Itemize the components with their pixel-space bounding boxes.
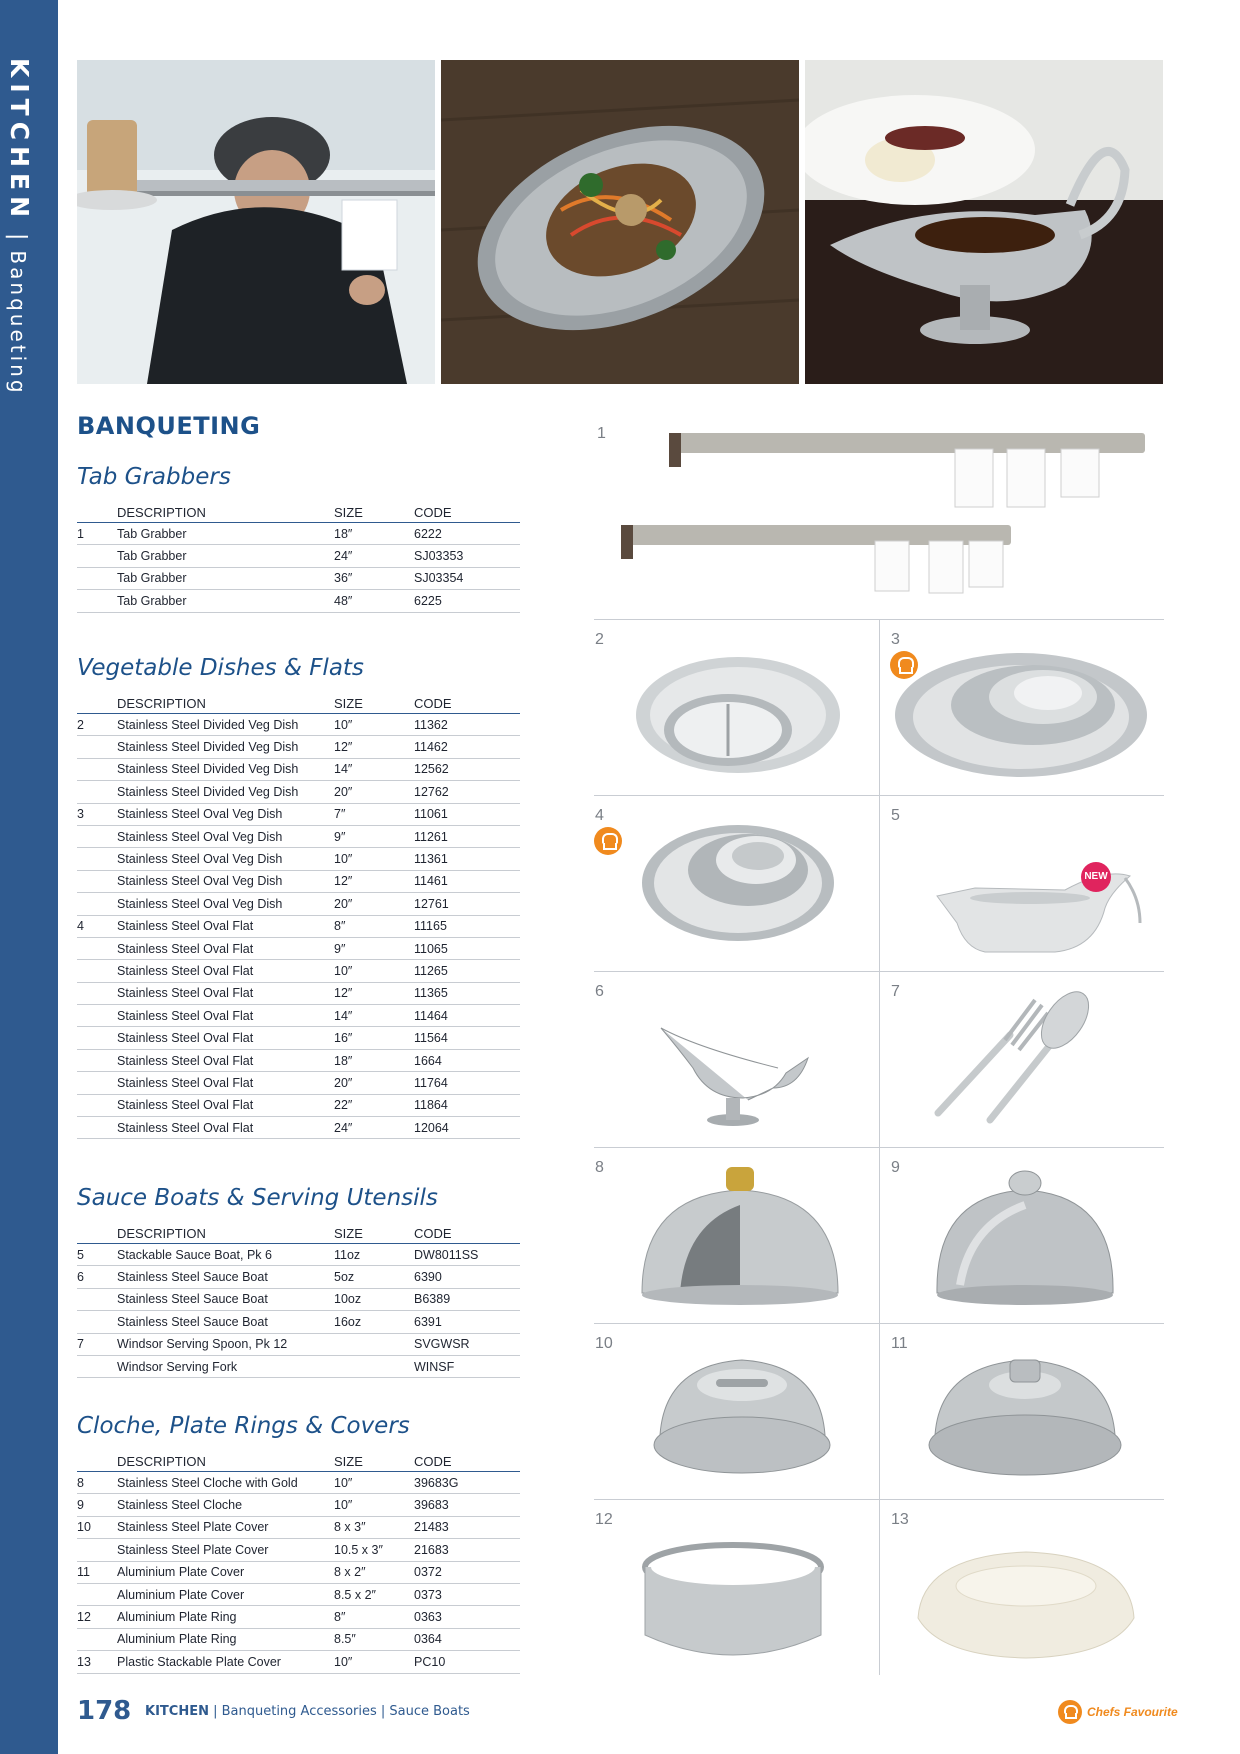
item-size: 24″ (334, 1117, 414, 1139)
item-description: Windsor Serving Spoon, Pk 12 (117, 1333, 334, 1355)
sidebar (0, 0, 58, 1754)
item-description: Aluminium Plate Ring (117, 1628, 334, 1650)
item-code: SVGWSR (414, 1333, 520, 1355)
item-description: Tab Grabber (117, 590, 334, 612)
table-row (77, 545, 520, 567)
table-header-row (77, 1451, 520, 1472)
gravy-photo (805, 60, 1163, 384)
gold-cloche-image (640, 1165, 840, 1310)
divided-veg-dish-image (628, 650, 848, 780)
table-row (77, 1027, 520, 1049)
product-number-7: 7 (891, 983, 900, 1000)
item-number (77, 1355, 117, 1377)
product-number-12: 12 (595, 1511, 613, 1528)
item-description: Stainless Steel Oval Veg Dish (117, 870, 334, 892)
item-number: 11 (77, 1561, 117, 1583)
platter-photo (441, 60, 799, 384)
grid-divider-vertical (879, 619, 880, 1675)
product-number-4: 4 (595, 807, 604, 824)
plate-ring-image (638, 1535, 828, 1670)
oval-veg-dish-image (893, 645, 1149, 785)
item-size: 5oz (334, 1266, 414, 1288)
table-row (77, 1072, 520, 1094)
item-size: 14″ (334, 1005, 414, 1027)
item-number: 1 (77, 523, 117, 545)
product-number-13: 13 (891, 1511, 909, 1528)
item-description: Stainless Steel Oval Flat (117, 915, 334, 937)
sidebar-section: KITCHEN (5, 58, 34, 223)
subhead-veg-dishes: Vegetable Dishes & Flats (77, 655, 364, 681)
item-description: Stainless Steel Divided Veg Dish (117, 758, 334, 780)
item-description: Stainless Steel Oval Flat (117, 982, 334, 1004)
table-row (77, 1516, 520, 1538)
product-number-1: 1 (597, 425, 606, 442)
table-row (77, 1628, 520, 1650)
column-header-code: CODE (414, 693, 520, 714)
item-code: 6225 (414, 590, 520, 612)
sidebar-subsection: Banqueting (6, 250, 30, 396)
table-row (77, 937, 520, 959)
item-code: 12562 (414, 758, 520, 780)
table-row (77, 803, 520, 825)
item-code: 11864 (414, 1094, 520, 1116)
item-number (77, 893, 117, 915)
item-number: 9 (77, 1494, 117, 1516)
column-header-description: DESCRIPTION (117, 502, 334, 523)
item-code: 11361 (414, 848, 520, 870)
item-code: 0372 (414, 1561, 520, 1583)
item-size: 10″ (334, 960, 414, 982)
table-row (77, 960, 520, 982)
item-code: 6222 (414, 523, 520, 545)
subhead-tab-grabbers: Tab Grabbers (77, 464, 231, 490)
item-size: 7″ (334, 803, 414, 825)
product-number-2: 2 (595, 631, 604, 648)
item-number (77, 590, 117, 612)
item-description: Stainless Steel Oval Flat (117, 1005, 334, 1027)
item-code: 12762 (414, 781, 520, 803)
item-number (77, 1027, 117, 1049)
item-description: Stainless Steel Divided Veg Dish (117, 781, 334, 803)
product-number-11: 11 (891, 1335, 908, 1352)
item-code: 39683 (414, 1494, 520, 1516)
table-row (77, 982, 520, 1004)
item-size: 20″ (334, 1072, 414, 1094)
table-sauce-boats (77, 1223, 520, 1378)
table-row (77, 1494, 520, 1516)
item-number (77, 1311, 117, 1333)
page-heading: BANQUETING (77, 412, 261, 440)
column-header-code: CODE (414, 1451, 520, 1472)
item-description: Stainless Steel Oval Flat (117, 1027, 334, 1049)
product-number-5: 5 (891, 807, 900, 824)
oval-flat-image (638, 808, 838, 948)
stackable-sauce-boat-image (935, 868, 1145, 958)
item-size: 14″ (334, 758, 414, 780)
column-header-code: CODE (414, 502, 520, 523)
table-row (77, 1606, 520, 1628)
table-row (77, 758, 520, 780)
item-size: 20″ (334, 781, 414, 803)
table-row (77, 1094, 520, 1116)
table-row (77, 590, 520, 612)
product-number-6: 6 (595, 983, 604, 1000)
item-description: Stainless Steel Plate Cover (117, 1516, 334, 1538)
item-code: 11362 (414, 714, 520, 736)
item-code: PC10 (414, 1651, 520, 1673)
item-size: 8 x 2″ (334, 1561, 414, 1583)
table-header-row (77, 693, 520, 714)
item-number (77, 1539, 117, 1561)
column-header-size: SIZE (334, 1223, 414, 1244)
item-code: 6391 (414, 1311, 520, 1333)
item-description: Stainless Steel Plate Cover (117, 1539, 334, 1561)
plastic-plate-cover-image (912, 1548, 1140, 1663)
item-size: 8″ (334, 1606, 414, 1628)
item-description: Tab Grabber (117, 567, 334, 589)
serving-utensils-image (930, 985, 1110, 1125)
item-size (334, 1333, 414, 1355)
table-row (77, 1539, 520, 1561)
table-row (77, 1311, 520, 1333)
item-size: 48″ (334, 590, 414, 612)
item-description: Stainless Steel Oval Veg Dish (117, 848, 334, 870)
sidebar-label (5, 58, 34, 396)
plate-cover-image (650, 1345, 835, 1485)
item-size: 10oz (334, 1288, 414, 1310)
item-size: 9″ (334, 937, 414, 959)
item-code: 11461 (414, 870, 520, 892)
item-description: Stainless Steel Cloche (117, 1494, 334, 1516)
item-description: Stainless Steel Oval Flat (117, 960, 334, 982)
item-code: 1664 (414, 1049, 520, 1071)
item-code: 6390 (414, 1266, 520, 1288)
item-code: 11764 (414, 1072, 520, 1094)
item-size: 20″ (334, 893, 414, 915)
item-number (77, 545, 117, 567)
item-description: Stainless Steel Oval Flat (117, 1072, 334, 1094)
item-code: B6389 (414, 1288, 520, 1310)
item-size: 12″ (334, 736, 414, 758)
product-number-10: 10 (595, 1335, 613, 1352)
table-row (77, 1472, 520, 1494)
sauce-boat-image (658, 1018, 813, 1128)
item-size: 12″ (334, 870, 414, 892)
subhead-cloche: Cloche, Plate Rings & Covers (77, 1413, 410, 1439)
item-number (77, 1117, 117, 1139)
aluminium-plate-cover-image (925, 1340, 1125, 1485)
item-code: 11365 (414, 982, 520, 1004)
item-number (77, 1583, 117, 1605)
table-row (77, 870, 520, 892)
table-header-row (77, 502, 520, 523)
item-number (77, 1049, 117, 1071)
item-code: SJ03353 (414, 545, 520, 567)
item-description: Stainless Steel Oval Veg Dish (117, 825, 334, 847)
item-number: 2 (77, 714, 117, 736)
column-header-size: SIZE (334, 693, 414, 714)
item-code: 0373 (414, 1583, 520, 1605)
item-number (77, 870, 117, 892)
item-size: 10″ (334, 1472, 414, 1494)
item-number (77, 758, 117, 780)
table-row (77, 714, 520, 736)
item-code: 0364 (414, 1628, 520, 1650)
item-number: 8 (77, 1472, 117, 1494)
item-number: 12 (77, 1606, 117, 1628)
table-row (77, 1117, 520, 1139)
item-size: 8″ (334, 915, 414, 937)
item-number (77, 567, 117, 589)
product-number-8: 8 (595, 1159, 604, 1176)
item-size: 8 x 3″ (334, 1516, 414, 1538)
chef-photo (77, 60, 435, 384)
page-number: 178 (77, 1696, 132, 1726)
item-size: 11oz (334, 1244, 414, 1266)
column-header-number (77, 1451, 117, 1472)
cloche-image (935, 1165, 1115, 1315)
table-row (77, 1333, 520, 1355)
column-header-size: SIZE (334, 502, 414, 523)
item-description: Aluminium Plate Cover (117, 1583, 334, 1605)
footer-breadcrumb-main: KITCHEN (145, 1704, 209, 1719)
item-number (77, 848, 117, 870)
item-number: 3 (77, 803, 117, 825)
product-number-9: 9 (891, 1159, 900, 1176)
item-size: 12″ (334, 982, 414, 1004)
column-header-code: CODE (414, 1223, 520, 1244)
item-code: 0363 (414, 1606, 520, 1628)
item-number (77, 1072, 117, 1094)
item-size: 8.5″ (334, 1628, 414, 1650)
item-code: DW8011SS (414, 1244, 520, 1266)
item-size: 22″ (334, 1094, 414, 1116)
item-size: 8.5 x 2″ (334, 1583, 414, 1605)
table-row (77, 1266, 520, 1288)
item-size: 18″ (334, 523, 414, 545)
item-description: Stackable Sauce Boat, Pk 6 (117, 1244, 334, 1266)
item-number (77, 960, 117, 982)
item-code: 11265 (414, 960, 520, 982)
tab-grabber-image (615, 425, 1165, 615)
item-size: 36″ (334, 567, 414, 589)
chef-favourite-icon (594, 827, 622, 855)
item-description: Stainless Steel Oval Veg Dish (117, 803, 334, 825)
item-number (77, 825, 117, 847)
item-number: 4 (77, 915, 117, 937)
item-code: 21683 (414, 1539, 520, 1561)
table-row (77, 1005, 520, 1027)
chef-favourite-icon (890, 651, 918, 679)
item-description: Stainless Steel Sauce Boat (117, 1288, 334, 1310)
table-row (77, 915, 520, 937)
item-description: Aluminium Plate Cover (117, 1561, 334, 1583)
table-row (77, 848, 520, 870)
column-header-description: DESCRIPTION (117, 1223, 334, 1244)
item-size: 10″ (334, 848, 414, 870)
sidebar-separator: | (5, 233, 30, 241)
item-size: 9″ (334, 825, 414, 847)
product-number-3: 3 (891, 631, 900, 648)
item-description: Aluminium Plate Ring (117, 1606, 334, 1628)
item-description: Stainless Steel Oval Flat (117, 1094, 334, 1116)
item-number: 10 (77, 1516, 117, 1538)
item-number (77, 1005, 117, 1027)
column-header-number (77, 502, 117, 523)
item-description: Stainless Steel Oval Flat (117, 1049, 334, 1071)
item-description: Stainless Steel Oval Veg Dish (117, 893, 334, 915)
table-row (77, 1049, 520, 1071)
item-code: WINSF (414, 1355, 520, 1377)
item-description: Stainless Steel Divided Veg Dish (117, 736, 334, 758)
table-row (77, 1561, 520, 1583)
item-description: Tab Grabber (117, 523, 334, 545)
item-number: 5 (77, 1244, 117, 1266)
item-size: 24″ (334, 545, 414, 567)
table-row (77, 1583, 520, 1605)
table-row (77, 736, 520, 758)
item-code: 11061 (414, 803, 520, 825)
item-code: 11065 (414, 937, 520, 959)
table-row (77, 1355, 520, 1377)
item-description: Plastic Stackable Plate Cover (117, 1651, 334, 1673)
item-size: 10.5 x 3″ (334, 1539, 414, 1561)
item-code: 11165 (414, 915, 520, 937)
subhead-sauce-boats: Sauce Boats & Serving Utensils (77, 1185, 438, 1211)
item-number (77, 1628, 117, 1650)
item-size: 18″ (334, 1049, 414, 1071)
column-header-description: DESCRIPTION (117, 1451, 334, 1472)
item-number (77, 937, 117, 959)
item-description: Stainless Steel Oval Flat (117, 1117, 334, 1139)
table-row (77, 1651, 520, 1673)
column-header-size: SIZE (334, 1451, 414, 1472)
table-cloche (77, 1451, 520, 1674)
item-number (77, 736, 117, 758)
item-description: Stainless Steel Cloche with Gold (117, 1472, 334, 1494)
table-row (77, 781, 520, 803)
item-code: 11261 (414, 825, 520, 847)
table-row (77, 1244, 520, 1266)
table-row (77, 523, 520, 545)
item-code: SJ03354 (414, 567, 520, 589)
item-size (334, 1355, 414, 1377)
table-veg-dishes (77, 693, 520, 1139)
column-header-number (77, 693, 117, 714)
item-number (77, 781, 117, 803)
item-number (77, 1288, 117, 1310)
item-number: 7 (77, 1333, 117, 1355)
table-row (77, 825, 520, 847)
item-number: 13 (77, 1651, 117, 1673)
item-size: 10″ (334, 1651, 414, 1673)
table-header-row (77, 1223, 520, 1244)
item-size: 10″ (334, 1494, 414, 1516)
item-code: 21483 (414, 1516, 520, 1538)
table-tab-grabbers (77, 502, 520, 613)
item-number (77, 1094, 117, 1116)
column-header-description: DESCRIPTION (117, 693, 334, 714)
footer-breadcrumb-rest: | Banqueting Accessories | Sauce Boats (208, 1704, 470, 1719)
item-code: 11462 (414, 736, 520, 758)
column-header-number (77, 1223, 117, 1244)
chef-hat-icon (1058, 1700, 1082, 1724)
item-code: 11564 (414, 1027, 520, 1049)
chefs-favourite-legend: Chefs Favourite (1087, 1705, 1178, 1719)
item-code: 12761 (414, 893, 520, 915)
footer-breadcrumb (145, 1704, 470, 1719)
item-code: 39683G (414, 1472, 520, 1494)
item-description: Stainless Steel Sauce Boat (117, 1311, 334, 1333)
item-code: 11464 (414, 1005, 520, 1027)
item-description: Windsor Serving Fork (117, 1355, 334, 1377)
item-number (77, 982, 117, 1004)
item-description: Stainless Steel Oval Flat (117, 937, 334, 959)
item-size: 10″ (334, 714, 414, 736)
new-badge: NEW (1081, 862, 1111, 892)
table-row (77, 1288, 520, 1310)
item-description: Stainless Steel Divided Veg Dish (117, 714, 334, 736)
table-row (77, 567, 520, 589)
item-description: Tab Grabber (117, 545, 334, 567)
item-description: Stainless Steel Sauce Boat (117, 1266, 334, 1288)
item-number: 6 (77, 1266, 117, 1288)
item-size: 16oz (334, 1311, 414, 1333)
item-size: 16″ (334, 1027, 414, 1049)
item-code: 12064 (414, 1117, 520, 1139)
table-row (77, 893, 520, 915)
